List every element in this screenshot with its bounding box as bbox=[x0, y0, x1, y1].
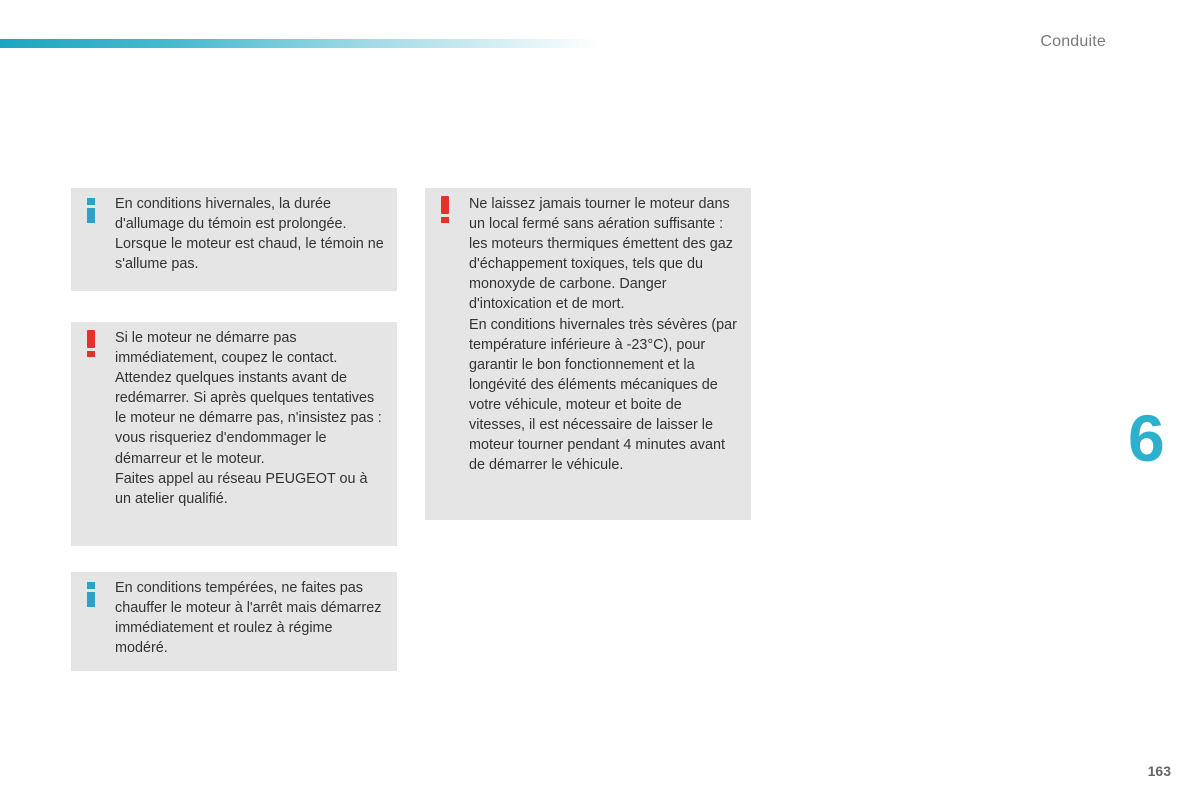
info-note-temperate-conditions bbox=[71, 572, 397, 671]
chapter-number: 6 bbox=[1128, 401, 1165, 475]
note-text: En conditions hivernales très sévères (par température inférieure à -23°C), pour garantir le bon fonctionnement et la longévité des éléments mécaniques de votre véhicule, moteur et boite de vitesses, il est nécessaire de laisser le moteur tourner pendant 4 minutes avant de démarrer le véhicule. bbox=[469, 316, 737, 474]
warning-icon bbox=[438, 196, 452, 220]
info-icon bbox=[84, 198, 98, 222]
note-text: Ne laissez jamais tourner le moteur dans un local fermé sans aération suffisante : les moteurs thermiques émettent des gaz d'échappement toxiques, tels que du monoxyde de carbone. Danger d'intoxication et de mort. bbox=[469, 196, 733, 313]
warning-note-closed-room bbox=[425, 188, 751, 520]
warning-note-engine-start bbox=[71, 322, 397, 546]
info-note-winter-indicator bbox=[71, 188, 397, 291]
info-icon bbox=[84, 582, 98, 606]
page-number: 163 bbox=[1147, 763, 1171, 779]
note-text: Si le moteur ne démarre pas immédiatement, coupez le contact. Attendez quelques instants avant de redémarrer. Si après quelques tentatives le moteur ne démarre pas, n'insistez pas : vous risqueriez d'endommager le démarreur et le moteur. bbox=[115, 330, 382, 467]
note-text: Faites appel au réseau PEUGEOT ou à un atelier qualifié. bbox=[115, 470, 368, 507]
note-text: En conditions tempérées, ne faites pas chauffer le moteur à l'arrêt mais démarrez immédiatement et roulez à régime modéré. bbox=[115, 580, 382, 657]
note-text: En conditions hivernales, la durée d'allumage du témoin est prolongée. Lorsque le moteur est chaud, le témoin ne s'allume pas. bbox=[115, 196, 384, 273]
header-accent-bar bbox=[0, 39, 600, 48]
warning-icon bbox=[84, 330, 98, 354]
section-title: Conduite bbox=[1040, 33, 1106, 50]
